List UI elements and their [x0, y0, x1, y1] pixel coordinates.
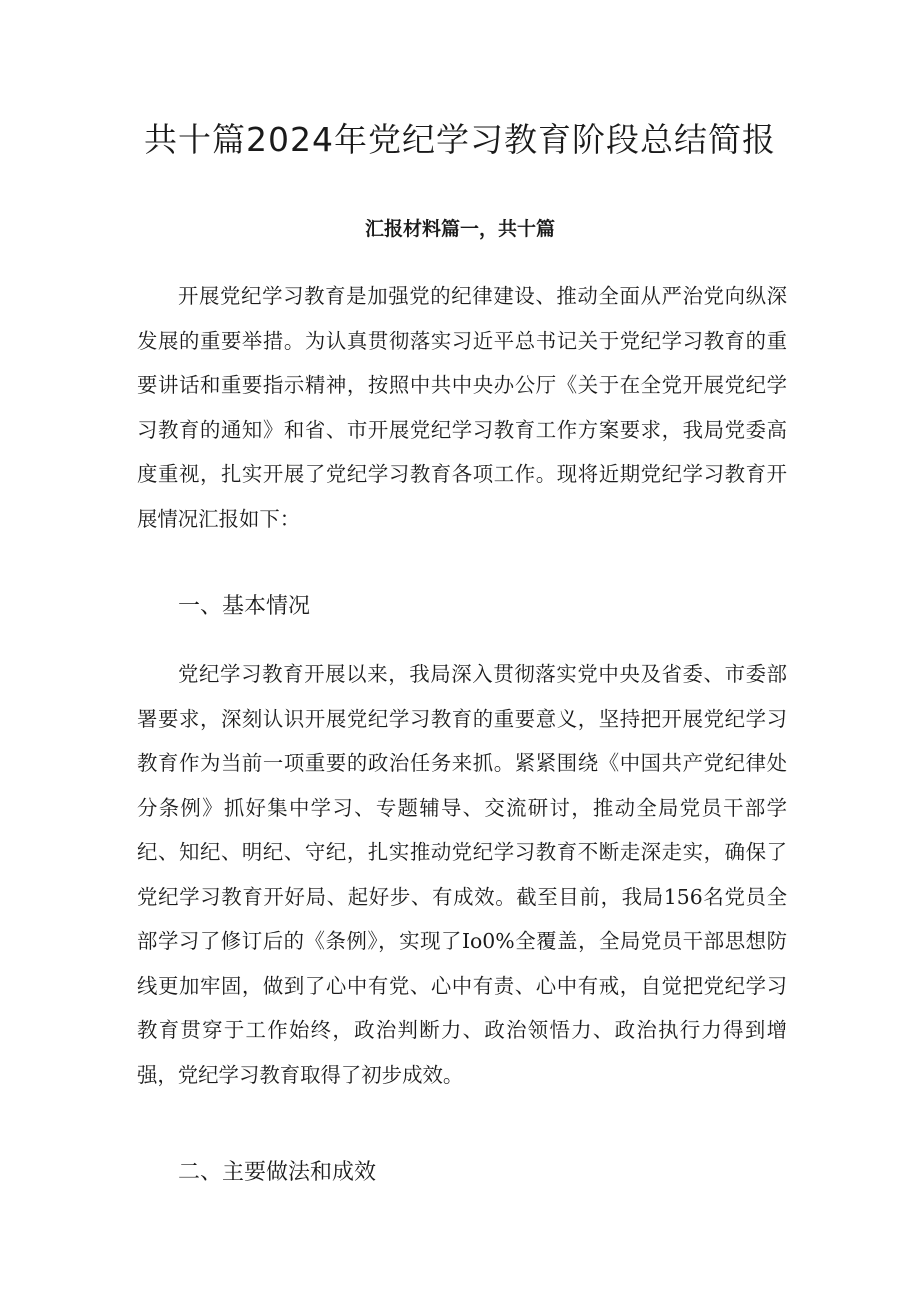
intro-paragraph: 开展党纪学习教育是加强党的纪律建设、推动全面从严治党向纵深发展的重要举措。为认真贯彻落实习近平总书记关于党纪学习教育的重要讲话和重要指示精神，按照中共中央办公厅《关于在全党开展党纪学习教育的通知》和省、市开展党纪学习教育工作方案要求，我局党委高度重视，扎实开展了党纪学习教育各项工作。现将近期党纪学习教育开展情况汇报如下：	[137, 284, 787, 531]
document-title: 共十篇2024年党纪学习教育阶段总结简报	[144, 120, 776, 159]
document-subtitle: 汇报材料篇一，共十篇	[364, 218, 555, 240]
basic-situation-paragraph: 党纪学习教育开展以来，我局深入贯彻落实党中央及省委、市委部署要求，深刻认识开展党纪学习教育的重要意义，坚持把开展党纪学习教育作为当前一项重要的政治任务来抓。紧紧围绕《中国共产党纪律处分条例》抓好集中学习、专题辅导、交流研讨，推动全局党员干部学纪、知纪、明纪、守纪，扎实推动党纪学习教育不断走深走实，确保了党纪学习教育开好局、起好步、有成效。截至目前，我局156名党员全部学习了修订后的《条例》，实现了Io0%全覆盖，全局党员干部思想防线更加牢固，做到了心中有党、心中有责、心中有戒，自觉把党纪学习教育贯穿于工作始终，政治判断力、政治领悟力、政治执行力得到增强，党纪学习教育取得了初步成效。	[137, 662, 787, 1087]
section-heading-basic-situation: 一、基本情况	[178, 594, 311, 619]
section-heading-main-practices: 二、主要做法和成效	[178, 1160, 377, 1185]
